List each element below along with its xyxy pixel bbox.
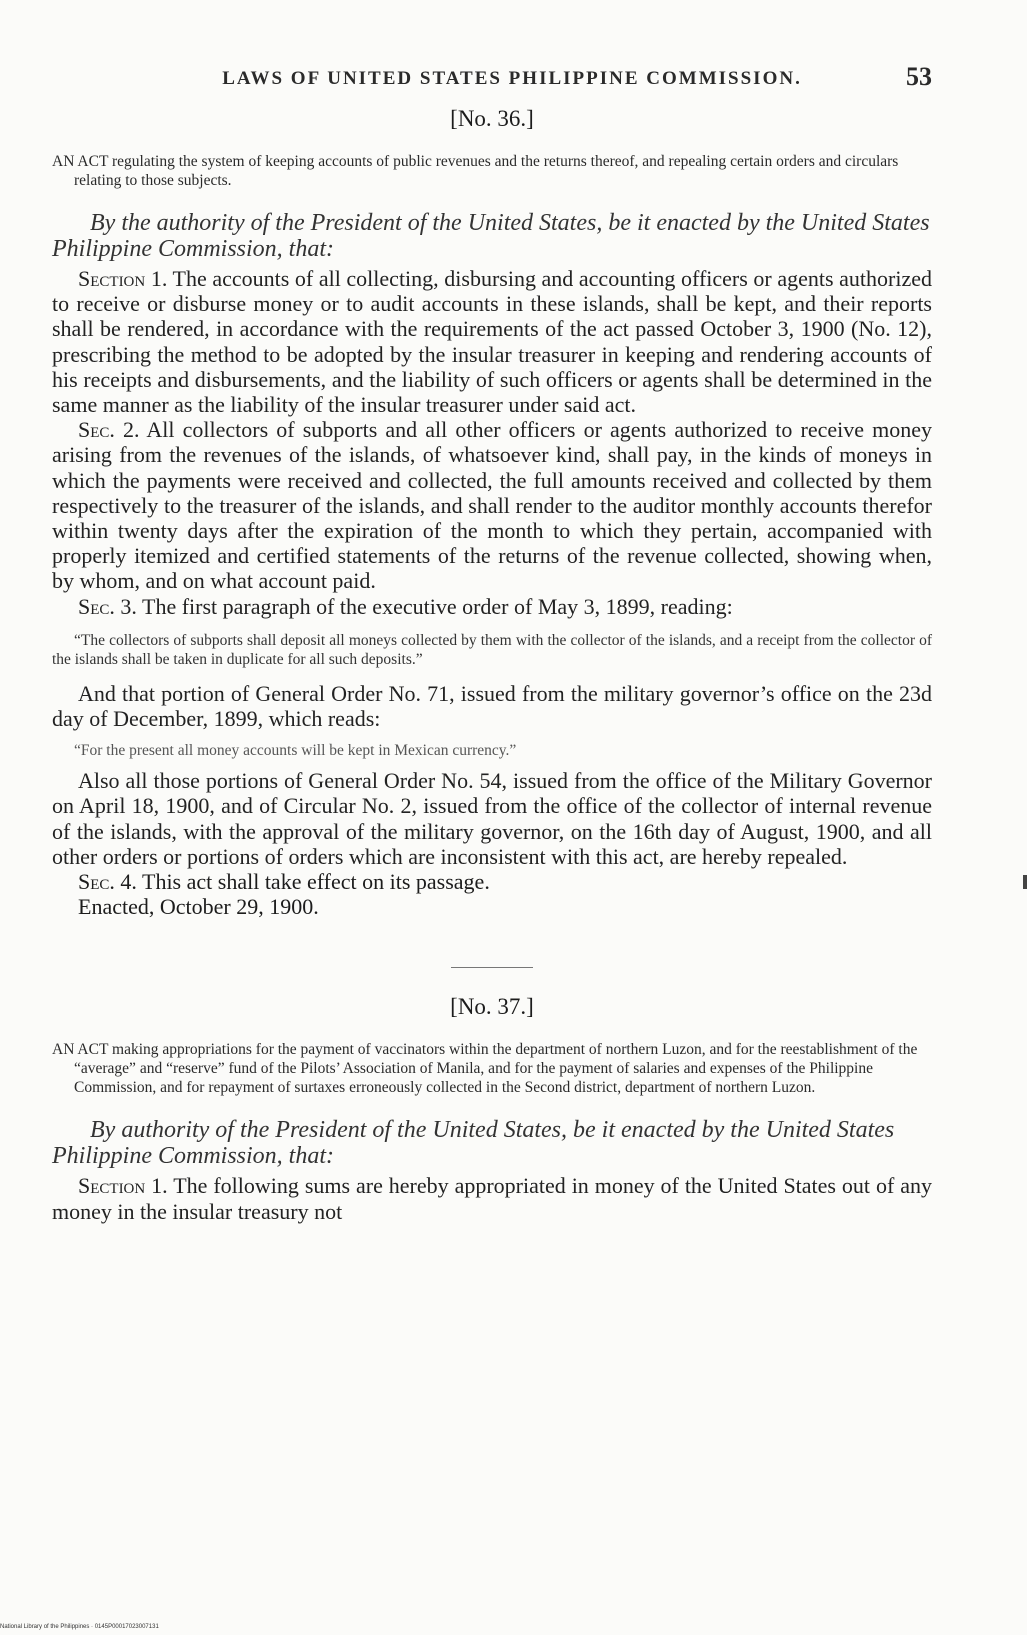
- act-36-enacting-clause: By the authority of the President of the United States, be it enacted by the United States Philippine Commission, that:: [52, 210, 930, 262]
- section-3-label: Sec. 3.: [78, 593, 137, 619]
- section-2-text: All collectors of subports and all other officers or agents authorized to receive money arising from the revenues of the islands, of whatsoever kind, shall pay, in the kinds of moneys in which the payments were received and collected, the full amounts received and collected by them respectively to the treasurer of the islands, and shall render to the auditor monthly accounts therefor within twenty days after the expiration of the month to which they pertain, accompanied with properly itemized and certified statements of the returns of the revenue collected, showing when, by whom, and on what account paid.: [52, 417, 932, 594]
- section-divider: [451, 967, 533, 968]
- mexican-currency-quote: “For the present all money accounts will be kept in Mexican currency.”: [74, 742, 517, 760]
- act-37-title: [52, 1040, 932, 1097]
- general-order-54-paragraph: Also all those portions of General Order No. 54, issued from the office of the Military Governor on April 18, 1900, and of Circular No. 2, issued from the office of the collector of internal revenue of the islands, with the approval of the military governor, on the 16th day of August, 1900, and all other orders or portions of orders which are inconsistent with this act, are hereby repealed.: [52, 768, 932, 869]
- scan-source-footer: National Library of the Philippines · 0145P00017023007131: [0, 1624, 159, 1630]
- running-header: [52, 58, 932, 92]
- act-37-number: [No. 37.]: [450, 994, 534, 1020]
- section-2-label: Sec. 2.: [78, 417, 140, 443]
- section-3-text: The first paragraph of the executive order of May 3, 1899, reading:: [136, 593, 733, 619]
- act-36-enacted-date: Enacted, October 29, 1900.: [78, 894, 319, 920]
- act-36-title-rest: regulating the system of keeping accounts of public revenues and the returns thereof, and repealing certain orders and circulars relating to those subjects.: [74, 153, 899, 189]
- page-number: 53: [906, 62, 932, 91]
- scan-edge-mark: [1023, 875, 1027, 889]
- section-1-text: The accounts of all collecting, disbursing and accounting officers or agents authorized to receive or disburse money or to audit accounts in these islands, shall be kept, and their reports shall be rendered, in accordance with the requirements of the act passed October 3, 1900 (No. 12), prescribing the method to be adopted by the insular treasurer in keeping and rendering accounts of his receipts and disbursements, and the liability of such officers or agents shall be determined in the same manner as the liability of the insular treasurer under said act.: [52, 266, 932, 418]
- act-37-title-rest: making appropriations for the payment of vaccinators within the department of northern Luzon, and for the reestablishment of the “average” and “reserve” fund of the Pilots’ Association of Manila, and for the payment of salaries and expenses of the Philippine Commission, and for repayment of surtaxes erroneously collected in the Second district, department of northern Luzon.: [74, 1041, 918, 1097]
- act-37-section-1: [52, 1173, 932, 1223]
- section-4-label: Sec. 4.: [78, 869, 137, 895]
- running-title: LAWS OF UNITED STATES PHILIPPINE COMMISSION.: [222, 68, 802, 89]
- section-1-label: Section 1.: [78, 266, 168, 291]
- act-37-title-lead: AN ACT: [52, 1041, 109, 1059]
- act-36-title-lead: AN ACT: [52, 153, 109, 170]
- section-4-text: This act shall take effect on its passage.: [136, 869, 490, 895]
- act-36-number: [No. 36.]: [450, 106, 534, 131]
- act-36-section-1: [52, 266, 932, 417]
- executive-order-quote: “The collectors of subports shall deposit all moneys collected by them with the collector of the islands, and a receipt from the collector of the islands shall be taken in duplicate for all such deposits.”: [52, 631, 932, 668]
- act-37-enacting-clause: By authority of the President of the United States, be it enacted by the United States Philippine Commission, that:: [52, 1117, 895, 1170]
- act-36-section-4: [52, 869, 932, 894]
- general-order-71-paragraph: And that portion of General Order No. 71, issued from the military governor’s office on the 23d day of December, 1899, which reads:: [52, 680, 932, 732]
- act-36-section-3: [52, 594, 932, 619]
- act-37-section-1-text: The following sums are hereby appropriated in money of the United States out of any money in the insular treasury not: [52, 1173, 933, 1224]
- page-content: [52, 58, 932, 1224]
- act-36-title: [52, 152, 932, 190]
- act-36-section-2: [52, 417, 932, 593]
- act-37-section-1-label: Section 1.: [78, 1173, 168, 1199]
